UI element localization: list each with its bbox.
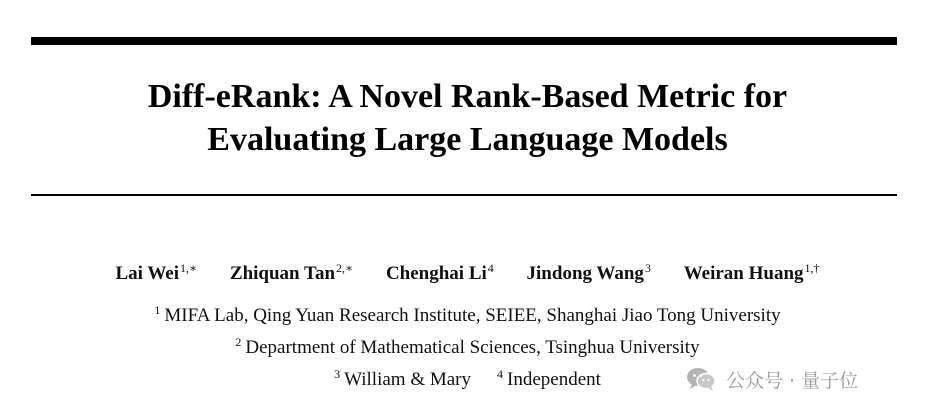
author — [115, 255, 197, 287]
top-rule — [31, 37, 897, 45]
author-marks: 3 — [644, 261, 651, 275]
affiliation-number: 1 — [154, 303, 161, 317]
watermark-text: 公众号 · 量子位 — [726, 369, 859, 392]
affiliation — [0, 330, 935, 360]
author — [386, 255, 494, 287]
wechat-icon — [686, 366, 716, 392]
affiliation-text: Independent — [507, 369, 601, 390]
affiliation-number: 2 — [235, 335, 242, 349]
author-name: Zhiquan Tan — [229, 263, 336, 284]
affiliation-text: MIFA Lab, Qing Yuan Research Institute, SEIEE, Shanghai Jiao Tong University — [164, 305, 781, 326]
author-marks: 4 — [487, 261, 494, 275]
watermark — [686, 365, 858, 393]
title-line-2: Evaluating Large Language Models — [207, 121, 728, 158]
author — [527, 255, 651, 287]
affiliation-number: 4 — [497, 367, 504, 381]
author-name: Chenghai Li — [385, 263, 487, 284]
author-marks: 1,† — [804, 261, 820, 275]
author-list — [0, 255, 935, 287]
paper-title — [0, 75, 935, 161]
author-name: Jindong Wang — [526, 263, 644, 284]
author-name: Weiran Huang — [683, 263, 804, 284]
author — [230, 255, 353, 287]
author-marks: 1,∗ — [180, 261, 198, 275]
title-line-1: Diff-eRank: A Novel Rank-Based Metric for — [147, 78, 788, 115]
affiliation-number: 3 — [334, 367, 341, 381]
author-marks: 2,∗ — [336, 261, 354, 275]
affiliation — [0, 298, 935, 328]
affiliation-text: William & Mary — [344, 369, 472, 390]
title-bottom-rule — [31, 194, 897, 196]
author — [684, 255, 820, 287]
affiliation-text: Department of Mathematical Sciences, Tsinghua University — [245, 337, 700, 358]
author-name: Lai Wei — [115, 263, 179, 284]
